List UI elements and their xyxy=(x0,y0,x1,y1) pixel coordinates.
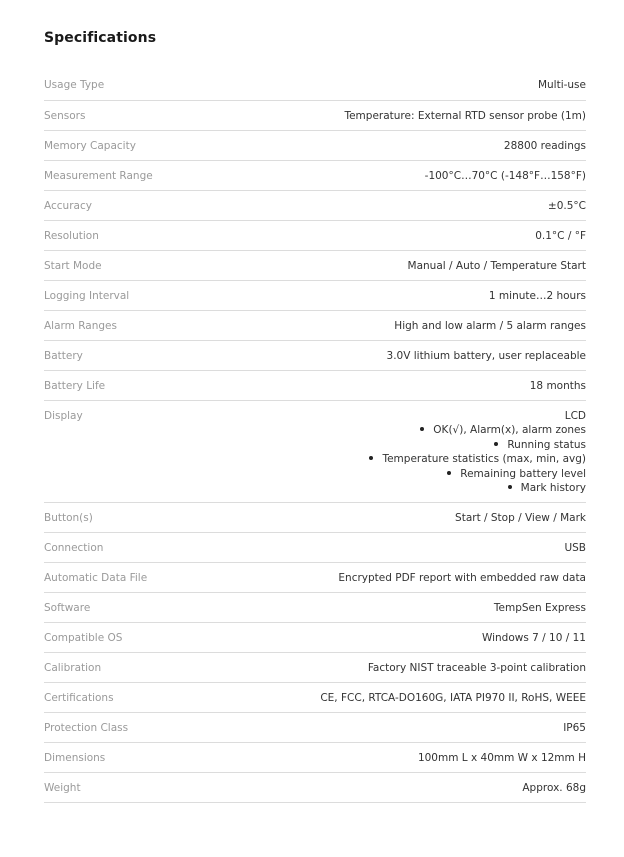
spec-row-software xyxy=(44,592,586,622)
spec-value: Windows 7 / 10 / 11 xyxy=(481,631,586,644)
spec-row-sensors xyxy=(44,100,586,130)
spec-row-accuracy xyxy=(44,190,586,220)
spec-row-dimensions xyxy=(44,742,586,772)
spec-row-measurement-range xyxy=(44,160,586,190)
spec-row-battery xyxy=(44,340,586,370)
spec-label: Accuracy xyxy=(44,200,92,212)
spec-value: Factory NIST traceable 3-point calibration xyxy=(367,661,586,674)
spec-label: Display xyxy=(44,410,83,422)
spec-row-resolution xyxy=(44,220,586,250)
spec-row-battery-life xyxy=(44,370,586,400)
spec-row-compatible-os xyxy=(44,622,586,652)
bullet-icon xyxy=(369,456,373,460)
spec-row-memory-capacity xyxy=(44,130,586,160)
spec-label: Logging Interval xyxy=(44,290,130,302)
spec-row-calibration xyxy=(44,652,586,682)
spec-label: Software xyxy=(44,601,91,614)
spec-value: -100°C…70°C (-148°F…158°F) xyxy=(424,170,586,182)
spec-row-weight xyxy=(44,772,586,802)
spec-value: Encrypted PDF report with embedded raw data xyxy=(338,571,586,584)
spec-label: Protection Class xyxy=(44,721,129,734)
spec-row-buttons xyxy=(44,502,586,532)
spec-label: Alarm Ranges xyxy=(44,320,117,332)
spec-value: Manual / Auto / Temperature Start xyxy=(407,260,586,272)
spec-label: Memory Capacity xyxy=(44,140,136,152)
spec-row-alarm-ranges xyxy=(44,310,586,340)
display-feature-list xyxy=(369,423,586,496)
spec-value: IP65 xyxy=(563,721,586,734)
spec-value: 100mm L x 40mm W x 12mm H xyxy=(417,751,586,764)
list-item: Mark history xyxy=(369,481,586,496)
bullet-icon xyxy=(420,427,424,431)
spec-label: Button(s) xyxy=(44,511,93,524)
list-item: OK(√), Alarm(x), alarm zones xyxy=(369,423,586,438)
spec-label: Connection xyxy=(44,541,104,554)
spec-label: Resolution xyxy=(44,230,99,242)
spec-value: 3.0V lithium battery, user replaceable xyxy=(386,350,586,362)
spec-row-display xyxy=(44,400,586,502)
spec-label: Battery Life xyxy=(44,380,106,392)
spec-value: Multi-use xyxy=(537,79,586,91)
spec-value: Start / Stop / View / Mark xyxy=(455,511,586,524)
spec-row-automatic-data-file xyxy=(44,562,586,592)
spec-value: 1 minute…2 hours xyxy=(488,290,586,302)
spec-label: Sensors xyxy=(44,110,86,122)
spec-label: Dimensions xyxy=(44,751,106,764)
bullet-icon xyxy=(447,471,451,475)
spec-value: TempSen Express xyxy=(493,601,586,614)
spec-value: USB xyxy=(564,541,586,554)
spec-row-logging-interval xyxy=(44,280,586,310)
list-item: Temperature statistics (max, min, avg) xyxy=(369,452,586,467)
page-title: Specifications xyxy=(44,30,157,46)
spec-value: CE, FCC, RTCA-DO160G, IATA PI970 II, RoHS, WEEE xyxy=(320,691,586,704)
display-value-block xyxy=(369,409,586,496)
list-item: Running status xyxy=(369,438,586,453)
spec-label: Compatible OS xyxy=(44,631,123,644)
spec-value: Temperature: External RTD sensor probe (1m) xyxy=(344,110,586,122)
spec-label: Weight xyxy=(44,781,81,794)
spec-label: Calibration xyxy=(44,661,102,674)
bullet-icon xyxy=(494,442,498,446)
spec-row-connection xyxy=(44,532,586,562)
spec-label: Start Mode xyxy=(44,260,102,272)
spec-label: Usage Type xyxy=(44,79,105,91)
spec-row-certifications xyxy=(44,682,586,712)
spec-value: 0.1°C / °F xyxy=(535,230,586,242)
spec-value: Approx. 68g xyxy=(522,781,586,794)
spec-value: 18 months xyxy=(529,380,586,392)
spec-value: High and low alarm / 5 alarm ranges xyxy=(394,320,586,332)
spec-value: ±0.5°C xyxy=(547,200,586,212)
list-item: Remaining battery level xyxy=(369,467,586,482)
spec-value: 28800 readings xyxy=(503,140,586,152)
spec-row-protection-class xyxy=(44,712,586,742)
spec-row-start-mode xyxy=(44,250,586,280)
spec-table xyxy=(44,70,586,803)
spec-label: Battery xyxy=(44,350,83,362)
spec-row-usage-type xyxy=(44,70,586,100)
spec-value: LCD xyxy=(564,410,586,422)
bullet-icon xyxy=(508,485,512,489)
spec-label: Measurement Range xyxy=(44,170,153,182)
spec-label: Certifications xyxy=(44,691,114,704)
spec-label: Automatic Data File xyxy=(44,571,148,584)
